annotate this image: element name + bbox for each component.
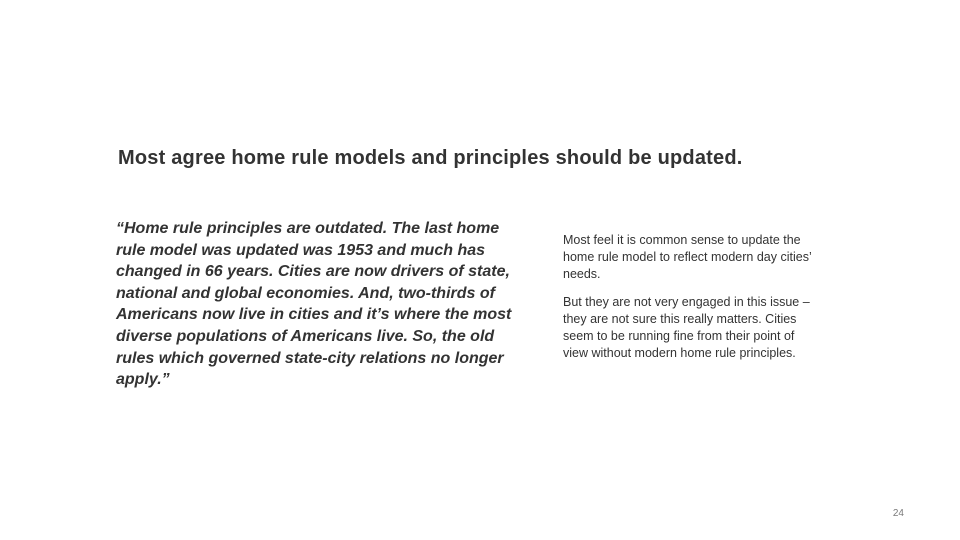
page-number: 24 <box>892 508 904 519</box>
notes-column <box>563 232 813 374</box>
note-paragraph: But they are not very engaged in this issue – they are not sure this really matters. Cities seem to be running fine from their point of view without modern home rule principles. <box>563 295 810 360</box>
quote-text: “Home rule principles are outdated. The last home rule model was updated was 1953 and much has changed in 66 years. Cities are now drivers of state, national and global economies. And, two-thirds of Americans now live in cities and it’s where the most diverse populations of Americans live. So, the old rules which governed state-city relations no longer apply.” <box>116 220 512 389</box>
slide-title: Most agree home rule models and principles should be updated. <box>118 147 743 169</box>
note-paragraph: Most feel it is common sense to update the home rule model to reflect modern day cities’ needs. <box>563 233 812 281</box>
